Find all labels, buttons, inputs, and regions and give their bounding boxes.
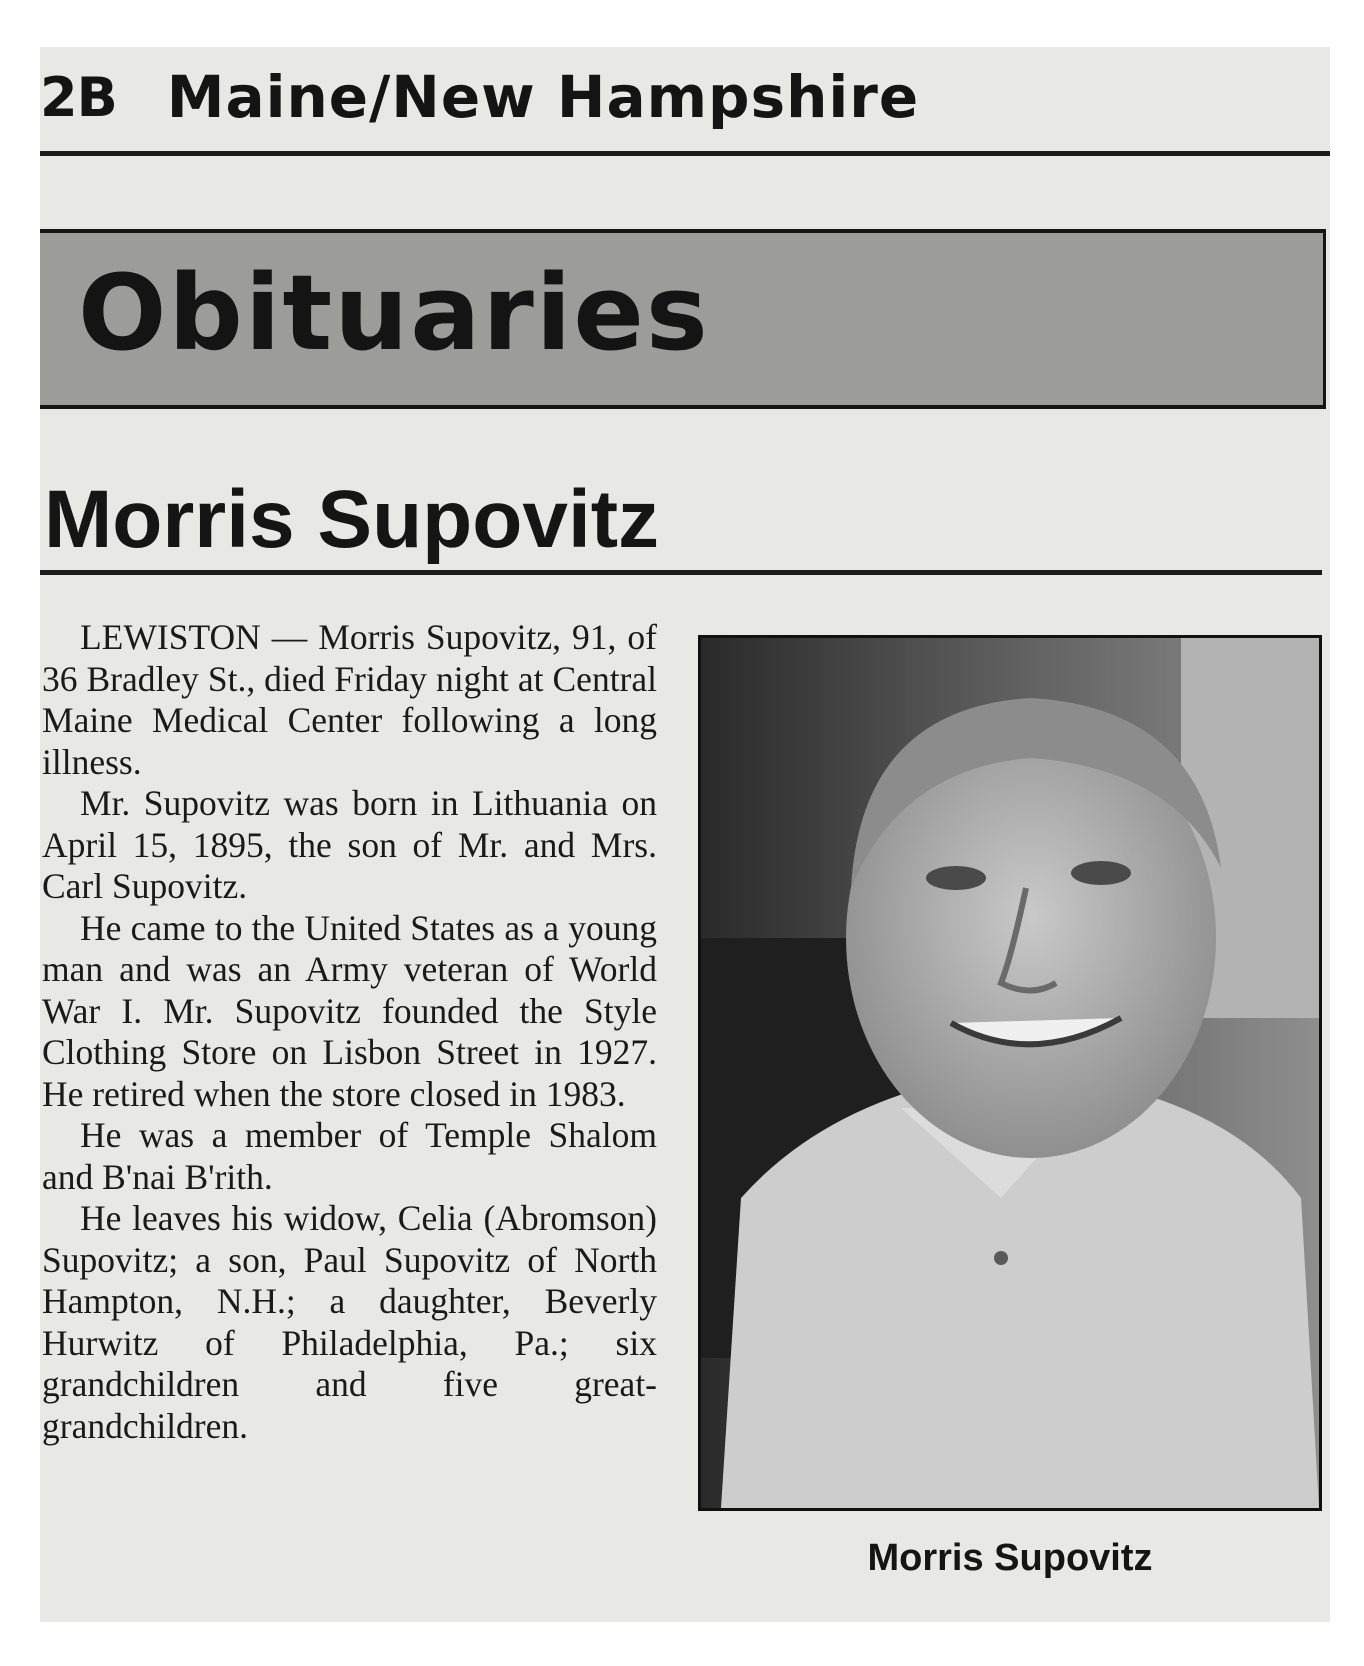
article-headline: Morris Supovitz: [44, 474, 660, 565]
obituaries-banner: [40, 229, 1326, 409]
article-body: [42, 617, 657, 1447]
headline-rule: [40, 570, 1322, 575]
section-name: Maine/New Hampshire: [166, 63, 920, 131]
portrait-image: [701, 638, 1319, 1508]
paragraph-4: He was a member of Temple Shalom and B'nai B'rith.: [42, 1115, 657, 1197]
page-header: [40, 47, 1330, 147]
portrait-photo: [698, 635, 1322, 1511]
page-number: 2B: [40, 65, 117, 129]
paragraph-2: Mr. Supovitz was born in Lithuania on April 15, 1895, the son of Mr. and Mrs. Carl Supovitz.: [42, 783, 657, 906]
banner-title: Obituaries: [78, 252, 710, 374]
paragraph-1: LEWISTON — Morris Supovitz, 91, of 36 Bradley St., died Friday night at Central Maine Medical Center following a long illness.: [42, 617, 657, 782]
paragraph-3: He came to the United States as a young man and was an Army veteran of World War I. Mr. Supovitz founded the Style Clothing Store on Lisbon Street in 1927. He retired when the store closed in 1983.: [42, 907, 657, 1114]
newspaper-clipping: [40, 47, 1330, 1622]
photo-caption: Morris Supovitz: [867, 1537, 1153, 1579]
header-rule: [40, 151, 1330, 156]
paragraph-5: He leaves his widow, Celia (Abromson) Supovitz; a son, Paul Supovitz of North Hampton, N.H.; a daughter, Beverly Hurwitz of Philadelphia, Pa.; six grandchildren and five great-grandchildren.: [42, 1198, 657, 1446]
